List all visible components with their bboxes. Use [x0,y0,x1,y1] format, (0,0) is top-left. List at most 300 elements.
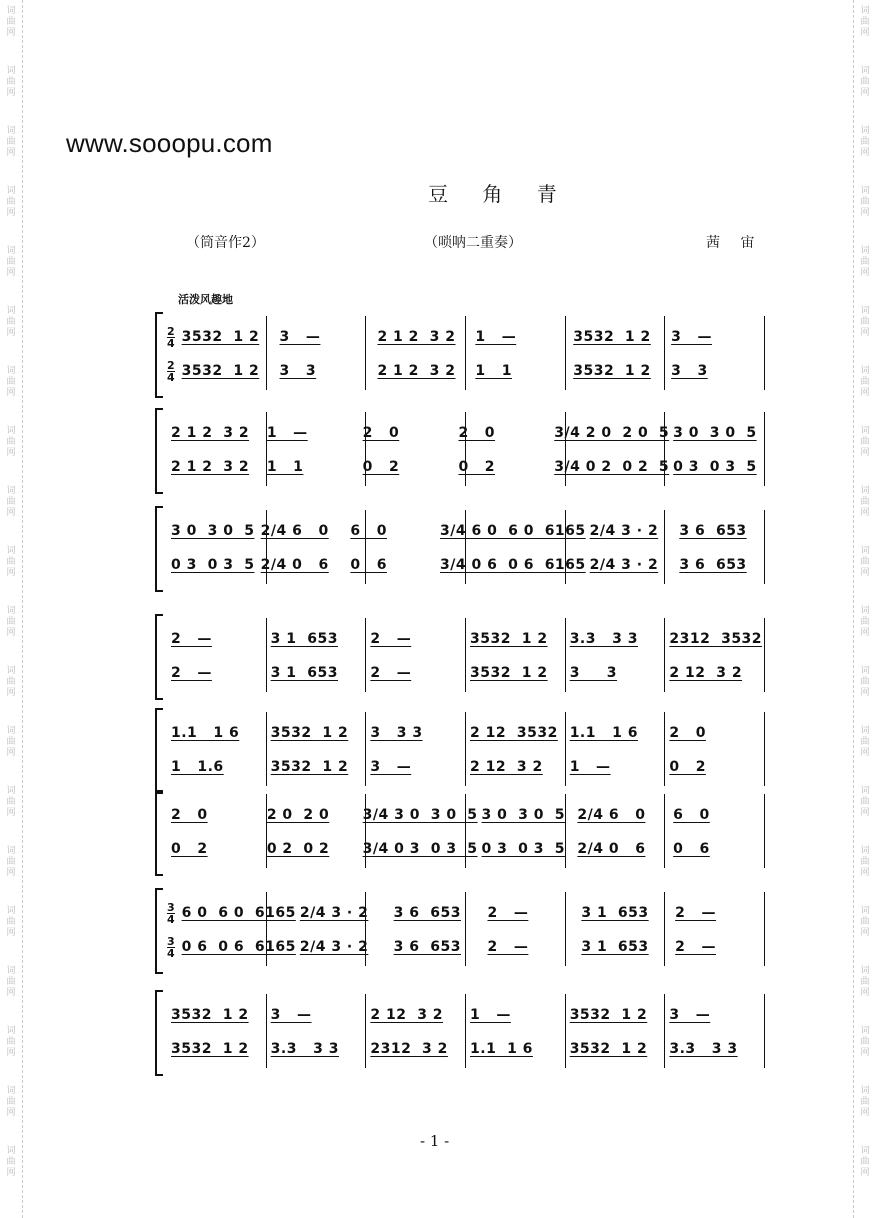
score-system [155,888,765,970]
measure: 3 — [669,1007,711,1023]
measure: 2 1 2 3 2 [377,329,456,345]
barline [267,316,367,390]
watermark-char: 网 [6,508,16,518]
measure: 2312 3532 [669,631,763,647]
measure: 0 3 0 3 5 [481,841,565,857]
measure: 3/4 3 0 3 0 5 [362,807,478,823]
measure: 3/4 0 3 0 3 5 [362,841,478,857]
watermark-char: 词 [6,486,16,496]
watermark-char: 曲 [6,197,16,207]
time-signature: 3 4 [167,900,175,926]
measure: 3.3 3 3 [270,1041,339,1057]
watermark-char: 网 [860,748,870,758]
measure: 3532 1 2 [181,329,260,345]
watermark-char: 曲 [860,1097,870,1107]
measure: 3532 1 2 [573,329,651,345]
barline [267,510,367,584]
system-bracket [155,790,163,876]
barline [665,412,765,486]
score-system [155,790,765,872]
score-system [155,408,765,490]
watermark-char: 网 [6,388,16,398]
measure: 2 12 3 2 [370,1007,444,1023]
watermark-char: 曲 [6,497,16,507]
watermark-mark [858,486,872,519]
measure: 2 0 2 0 [266,807,330,823]
measure: 0 6 0 6 6165 [181,939,296,955]
watermark-mark [858,66,872,99]
barline [466,794,566,868]
watermark-mark [858,1146,872,1179]
measure: 3 1 653 [581,905,649,921]
watermark-char: 曲 [860,737,870,747]
barline [665,712,765,786]
measure: 3 1 653 [581,939,649,955]
measure: 2 0 [362,425,400,441]
measure: 2312 3 2 [370,1041,448,1057]
watermark-char: 网 [6,1108,16,1118]
watermark-char: 曲 [6,317,16,327]
measure: 3 — [279,329,321,345]
barline [167,618,267,692]
watermark-char: 词 [860,1026,870,1036]
watermark-char: 词 [6,426,16,436]
watermark-mark [858,786,872,819]
composer: 茜 宙 [706,235,763,251]
measure: 0 3 0 3 5 [171,557,255,573]
barline [665,510,765,584]
watermark-mark [4,1026,18,1059]
watermark-mark [4,666,18,699]
watermark-char: 网 [860,1048,870,1058]
measure: 0 6 [673,841,710,857]
measure: 6 0 [350,523,387,539]
measure: 2 — [675,905,717,921]
watermark-mark [858,546,872,579]
measure: 1 — [475,329,517,345]
watermark-char: 网 [860,688,870,698]
system-bracket [155,506,163,592]
measure: 2 1 2 3 2 [171,425,250,441]
measure: 0 2 [458,459,496,475]
measure: 0 2 [669,759,706,775]
barline [466,316,566,390]
watermark-char: 网 [860,808,870,818]
barline [466,618,566,692]
watermark-mark [4,606,18,639]
watermark-char: 网 [860,28,870,38]
measure: 3532 1 2 [569,1007,648,1023]
measure: 0 2 [362,459,400,475]
watermark-char: 词 [860,666,870,676]
measure: 1 1 [475,363,512,379]
measure: 1 1 [266,459,304,475]
barline [267,618,367,692]
measure: 3532 1 2 [171,1007,249,1023]
measure: 2 12 3532 [470,725,558,741]
measure: 3.3 3 3 [569,631,638,647]
watermark-char: 词 [6,726,16,736]
watermark-char: 词 [6,246,16,256]
watermark-char: 曲 [860,557,870,567]
time-signature: 2 4 [167,358,175,384]
watermark-mark [858,246,872,279]
measure: 3 3 [279,363,317,379]
watermark-mark [858,966,872,999]
watermark-mark [4,906,18,939]
watermark-char: 曲 [860,1157,870,1167]
watermark-char: 网 [860,1168,870,1178]
score-system [155,506,765,588]
barline [366,892,466,966]
watermark-char: 网 [860,1108,870,1118]
measure: 3/4 6 0 6 0 6165 [440,523,586,539]
watermark-mark [4,786,18,819]
watermark-mark [4,546,18,579]
measure: 6 0 [673,807,710,823]
measure: 2/4 0 6 [577,841,646,857]
watermark-char: 曲 [860,1037,870,1047]
watermark-char: 词 [860,186,870,196]
watermark-char: 网 [860,208,870,218]
watermark-char: 曲 [860,917,870,927]
barline [466,412,566,486]
watermark-char: 词 [6,6,16,16]
barline [366,316,466,390]
instrumentation: （唢呐二重奏） [424,235,522,251]
measure: 3 — [270,1007,312,1023]
barline [665,994,765,1068]
barline [466,510,566,584]
watermark-char: 网 [6,808,16,818]
barline [366,994,466,1068]
time-signature: 2 4 [167,324,175,350]
watermark-char: 网 [6,28,16,38]
watermark-char: 词 [860,966,870,976]
measure: 3532 1 2 [573,363,651,379]
barline [267,892,367,966]
watermark-column-right [853,0,876,1218]
watermark-char: 词 [860,246,870,256]
score-system [155,990,765,1072]
time-signature: 3 4 [167,934,175,960]
watermark-char: 词 [860,846,870,856]
watermark-char: 词 [6,786,16,796]
measure: 2 1 2 3 2 [171,459,250,475]
measure: 3 0 3 0 5 [481,807,565,823]
watermark-char: 网 [860,988,870,998]
watermark-char: 曲 [860,197,870,207]
watermark-char: 曲 [860,677,870,687]
measure: 0 6 [350,557,387,573]
score-system [155,614,765,696]
watermark-char: 词 [6,666,16,676]
measure: 1 — [266,425,308,441]
barline [566,712,666,786]
measure: 2/4 3 · 2 [299,939,369,955]
watermark-mark [4,1146,18,1179]
watermark-char: 词 [6,966,16,976]
watermark-char: 曲 [6,1097,16,1107]
measure: 3 6 653 [679,557,747,573]
measure: 2 — [370,665,412,681]
measure: 3 1 653 [270,631,338,647]
barlines [167,794,765,868]
barline [366,794,466,868]
watermark-char: 网 [6,688,16,698]
watermark-char: 曲 [860,137,870,147]
barline [665,892,765,966]
watermark-char: 词 [6,546,16,556]
watermark-char: 词 [860,126,870,136]
measure: 2 12 3 2 [470,759,543,775]
watermark-char: 曲 [860,257,870,267]
measure: 3 — [370,759,412,775]
measure: 2/4 6 0 [577,807,646,823]
watermark-char: 网 [6,568,16,578]
measure: 3532 1 2 [270,759,349,775]
watermark-char: 网 [6,928,16,938]
measure: 3/4 0 6 0 6 6165 [440,557,586,573]
watermark-char: 词 [6,1146,16,1156]
barline [566,510,666,584]
measure: 2 0 [458,425,496,441]
measure: 3 0 3 0 5 [171,523,255,539]
barline [566,618,666,692]
watermark-char: 词 [6,846,16,856]
watermark-char: 词 [860,366,870,376]
barline [665,316,765,390]
watermark-mark [4,1086,18,1119]
measure: 2 0 [171,807,208,823]
measure: 3 1 653 [270,665,338,681]
measure: 2/4 3 · 2 [589,523,659,539]
measure: 3/4 0 2 0 2 5 [554,459,670,475]
site-url: www.sooopu.com [66,128,273,158]
barline [167,412,267,486]
watermark-mark [4,366,18,399]
system-bracket [155,408,163,494]
measure: 2 1 2 3 2 [377,363,456,379]
watermark-char: 网 [6,268,16,278]
watermark-char: 词 [860,306,870,316]
watermark-char: 网 [6,148,16,158]
watermark-char: 网 [6,328,16,338]
measure: 1.1 1 6 [569,725,638,741]
score-system [155,708,765,790]
measure: 3 3 3 [370,725,423,741]
watermark-mark [858,606,872,639]
barline [466,892,566,966]
watermark-mark [858,906,872,939]
watermark-char: 网 [860,148,870,158]
watermark-char: 曲 [6,617,16,627]
barline [167,510,267,584]
watermark-char: 曲 [6,677,16,687]
watermark-char: 曲 [6,557,16,567]
barline [566,794,666,868]
watermark-char: 曲 [860,797,870,807]
measure: 3 6 653 [679,523,747,539]
measure: 3532 1 2 [171,1041,249,1057]
watermark-mark [858,426,872,459]
barline [267,794,367,868]
watermark-char: 曲 [860,317,870,327]
watermark-mark [4,726,18,759]
watermark-char: 曲 [860,77,870,87]
watermark-char: 网 [860,88,870,98]
watermark-char: 网 [860,568,870,578]
barline [466,994,566,1068]
system-bracket [155,888,163,974]
measure: 2/4 6 0 [260,523,329,539]
barline [566,316,666,390]
measure: 3/4 2 0 2 0 5 [554,425,670,441]
watermark-mark [858,126,872,159]
watermark-char: 网 [6,1168,16,1178]
watermark-char: 网 [860,448,870,458]
watermark-mark [858,186,872,219]
watermark-char: 词 [860,546,870,556]
watermark-char: 词 [6,306,16,316]
barline [665,618,765,692]
barline [167,712,267,786]
measure: 3 — [671,329,712,345]
measure: 1.1 1 6 [470,1041,533,1057]
watermark-char: 曲 [6,977,16,987]
watermark-char: 网 [860,628,870,638]
watermark-char: 网 [6,448,16,458]
watermark-char: 词 [6,126,16,136]
watermark-char: 词 [6,186,16,196]
watermark-mark [4,246,18,279]
measure: 2/4 0 6 [260,557,329,573]
measure: 2/4 3 · 2 [589,557,659,573]
watermark-char: 曲 [860,977,870,987]
barline [267,412,367,486]
barline [566,412,666,486]
measure: 2 — [675,939,717,955]
measure: 3532 1 2 [270,725,349,741]
system-bracket [155,614,163,700]
watermark-char: 曲 [6,377,16,387]
barline [566,892,666,966]
barline [267,712,367,786]
measure: 2 12 3 2 [669,665,743,681]
measure: 3532 1 2 [181,363,260,379]
watermark-char: 词 [6,1086,16,1096]
barline [566,994,666,1068]
watermark-char: 词 [860,426,870,436]
watermark-char: 曲 [860,617,870,627]
watermark-mark [858,1086,872,1119]
watermark-char: 曲 [6,257,16,267]
measure: 3532 1 2 [470,631,548,647]
watermark-mark [858,366,872,399]
measure: 3 3 [569,665,618,681]
watermark-mark [858,726,872,759]
measure: 1.1 1 6 [171,725,240,741]
watermark-char: 网 [860,268,870,278]
watermark-mark [4,186,18,219]
watermark-char: 词 [860,6,870,16]
watermark-char: 词 [860,786,870,796]
watermark-char: 曲 [6,857,16,867]
barlines [167,412,765,486]
watermark-char: 网 [6,748,16,758]
measure: 6 0 6 0 6165 [181,905,296,921]
watermark-char: 曲 [860,17,870,27]
watermark-char: 曲 [6,77,16,87]
watermark-char: 词 [860,486,870,496]
watermark-mark [858,306,872,339]
watermark-column-left [0,0,23,1218]
watermark-mark [4,486,18,519]
watermark-char: 词 [860,606,870,616]
barline [366,712,466,786]
measure: 2 — [171,665,212,681]
watermark-mark [4,306,18,339]
barline [267,994,367,1068]
barlines [167,510,765,584]
barline [366,510,466,584]
watermark-char: 曲 [6,737,16,747]
barline [167,892,267,966]
watermark-char: 词 [6,66,16,76]
watermark-char: 曲 [860,857,870,867]
watermark-mark [858,1026,872,1059]
system-bracket [155,312,163,398]
watermark-char: 词 [860,906,870,916]
score-title: 豆 角 青 [428,182,571,206]
measure: 0 3 0 3 5 [673,459,757,475]
system-bracket [155,708,163,794]
measure: 0 2 0 2 [266,841,330,857]
watermark-char: 曲 [6,797,16,807]
watermark-char: 网 [860,388,870,398]
barline [167,794,267,868]
watermark-char: 曲 [860,497,870,507]
watermark-char: 词 [860,66,870,76]
page-number: - 1 - [420,1132,450,1150]
measure: 2 — [487,905,529,921]
measure: 2/4 3 · 2 [299,905,369,921]
measure: 3 6 653 [393,939,461,955]
watermark-mark [858,846,872,879]
measure: 1 — [569,759,611,775]
watermark-char: 曲 [6,437,16,447]
watermark-char: 网 [860,868,870,878]
tempo-marking: 活泼风趣地 [178,293,233,306]
measure: 3532 1 2 [569,1041,648,1057]
score-system [155,312,765,394]
watermark-mark [858,666,872,699]
barlines [167,316,765,390]
watermark-char: 词 [860,1146,870,1156]
watermark-mark [4,426,18,459]
system-bracket [155,990,163,1076]
watermark-char: 词 [6,366,16,376]
watermark-char: 曲 [6,917,16,927]
measure: 3532 1 2 [470,665,548,681]
watermark-char: 词 [860,1086,870,1096]
watermark-char: 曲 [860,377,870,387]
watermark-mark [858,6,872,39]
watermark-char: 曲 [6,1157,16,1167]
watermark-char: 网 [860,508,870,518]
watermark-mark [4,126,18,159]
measure: 3 0 3 0 5 [673,425,757,441]
